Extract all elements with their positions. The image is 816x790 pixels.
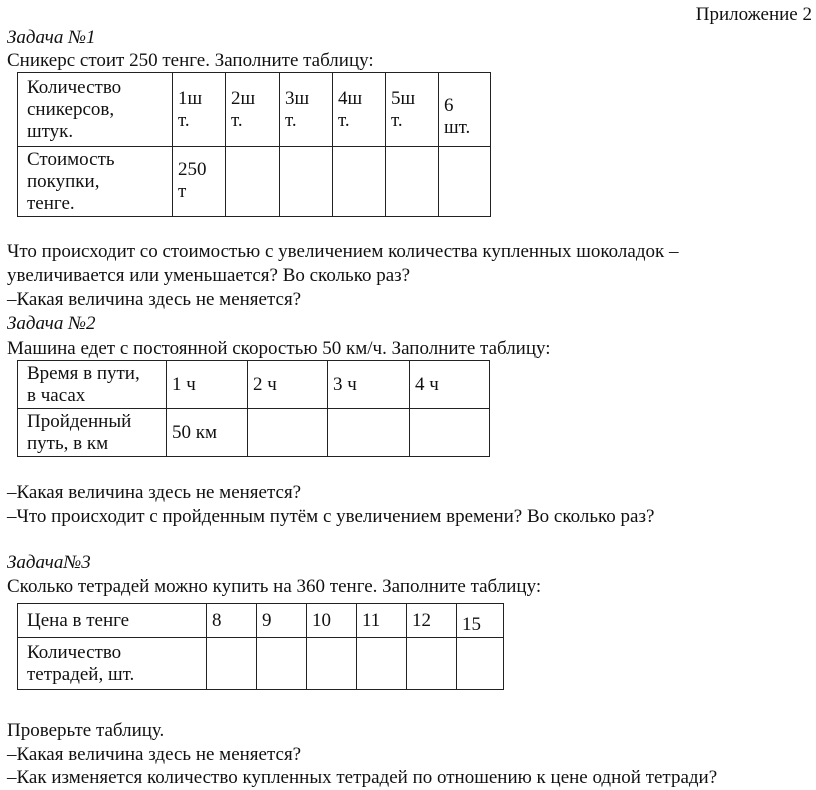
price-cell: 15: [457, 604, 504, 638]
count-cell[interactable]: [307, 638, 357, 690]
cost-cell[interactable]: [386, 147, 439, 217]
qty-cell: 2ш т.: [226, 73, 280, 147]
task3-title: Задача№3: [7, 552, 91, 573]
task1-intro: Сникерс стоит 250 тенге. Заполните таблицу:: [7, 50, 374, 71]
price-cell: 9: [257, 604, 307, 638]
appendix-label: Приложение 2: [695, 4, 812, 25]
task2-intro: Машина едет с постоянной скоростью 50 км/ч. Заполните таблицу:: [7, 338, 551, 359]
cost-cell[interactable]: [439, 147, 491, 217]
task2-question2: –Что происходит с пройденным путём с увеличением времени? Во сколько раз?: [7, 506, 655, 527]
count-cell[interactable]: [207, 638, 257, 690]
time-cell: 4 ч: [410, 361, 490, 409]
purchase-cost-header: Стоимость покупки, тенге.: [18, 147, 173, 217]
travel-time-header: Время в пути, в часах: [18, 361, 167, 409]
price-cell: 11: [357, 604, 407, 638]
task3-table: [17, 603, 504, 690]
cost-cell[interactable]: [333, 147, 386, 217]
task1-question1: Что происходит со стоимостью с увеличением количества купленных шоколадок –: [7, 241, 679, 262]
time-cell: 1 ч: [167, 361, 248, 409]
snickers-qty-header: Количество сникерсов, штук.: [18, 73, 173, 147]
count-cell[interactable]: [257, 638, 307, 690]
price-cell: 8: [207, 604, 257, 638]
cost-cell[interactable]: [226, 147, 280, 217]
notebook-count-header: Количество тетрадей, шт.: [18, 638, 207, 690]
qty-cell: 4ш т.: [333, 73, 386, 147]
distance-cell[interactable]: [328, 409, 410, 457]
qty-cell: 3ш т.: [280, 73, 333, 147]
distance-cell[interactable]: [410, 409, 490, 457]
count-cell[interactable]: [457, 638, 504, 690]
qty-cell: 6 шт.: [439, 73, 491, 147]
task1-table: [17, 72, 491, 217]
task3-check: Проверьте таблицу.: [7, 720, 165, 741]
task1-title: Задача №1: [7, 27, 96, 48]
task3-intro: Сколько тетрадей можно купить на 360 тенге. Заполните таблицу:: [7, 576, 542, 597]
distance-cell[interactable]: [248, 409, 328, 457]
task2-question1: –Какая величина здесь не меняется?: [7, 482, 302, 503]
price-header: Цена в тенге: [18, 604, 207, 638]
task3-question2: –Как изменяется количество купленных тетрадей по отношению к цене одной тетради?: [7, 767, 718, 788]
cost-cell[interactable]: [280, 147, 333, 217]
count-cell[interactable]: [357, 638, 407, 690]
distance-cell[interactable]: 50 км: [167, 409, 248, 457]
price-cell: 10: [307, 604, 357, 638]
task1-question2: –Какая величина здесь не меняется?: [7, 289, 302, 310]
qty-cell: 5ш т.: [386, 73, 439, 147]
task2-table: [17, 360, 490, 457]
distance-header: Пройденный путь, в км: [18, 409, 167, 457]
cost-cell[interactable]: 250 т: [173, 147, 226, 217]
time-cell: 3 ч: [328, 361, 410, 409]
time-cell: 2 ч: [248, 361, 328, 409]
count-cell[interactable]: [407, 638, 457, 690]
price-cell: 12: [407, 604, 457, 638]
qty-cell: 1ш т.: [173, 73, 226, 147]
task1-question1b: увеличивается или уменьшается? Во сколько раз?: [7, 265, 411, 286]
task2-title: Задача №2: [7, 313, 96, 334]
task3-question1: –Какая величина здесь не меняется?: [7, 744, 302, 765]
